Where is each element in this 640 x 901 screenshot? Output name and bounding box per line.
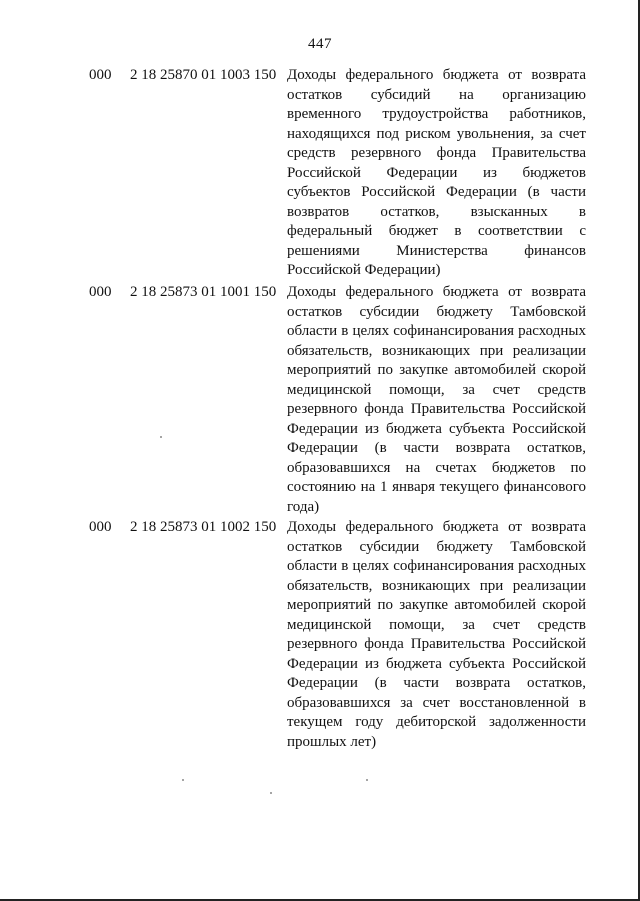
description-line: остатков субсидии бюджету Тамбовской xyxy=(287,303,586,320)
description-line: Федерации из бюджета субъекта Российской xyxy=(287,420,586,437)
budget-classification-code: 2 18 25873 01 1002 150 xyxy=(130,519,277,535)
budget-classification-code: 2 18 25873 01 1001 150 xyxy=(130,284,277,300)
description-line: Доходы федерального бюджета от возврата xyxy=(287,284,586,300)
description-line: федеральный бюджет в соответствии с xyxy=(287,223,586,239)
description-line: Федерации (в части возврата остатков, xyxy=(287,440,586,456)
description-line: обязательств, возникающих при реализации xyxy=(287,577,586,594)
description-line: Доходы федерального бюджета от возврата xyxy=(287,519,586,535)
description-line: обязательств, возникающих при реализации xyxy=(287,342,586,359)
admin-code: 000 xyxy=(89,519,112,535)
description-line: образовавшихся за счет восстановленной в xyxy=(287,694,586,711)
description-line: возвратов остатков, взысканных в xyxy=(287,203,586,220)
description-line: состоянию на 1 января текущего финансового xyxy=(287,479,586,495)
description-line: медицинской помощи, за счет средств xyxy=(287,616,586,633)
scan-speck xyxy=(182,779,184,781)
description-line: остатков субсидии бюджету Тамбовской xyxy=(287,538,586,555)
description-line: находящихся под риском увольнения, за счет xyxy=(287,125,586,142)
description-line: Федерации из бюджета субъекта Российской xyxy=(287,655,586,672)
description-line: года) xyxy=(287,498,320,515)
description-line: Доходы федерального бюджета от возврата xyxy=(287,67,586,83)
budget-classification-code: 2 18 25870 01 1003 150 xyxy=(130,67,277,83)
entry-description xyxy=(287,66,586,281)
description-line: текущем году дебиторской задолженности xyxy=(287,714,586,730)
scan-speck xyxy=(270,792,272,794)
description-line: области в целях софинансирования расходных xyxy=(287,558,586,574)
entry-description xyxy=(287,518,586,752)
description-line: временного трудоустройства работников, xyxy=(287,106,586,122)
description-line: решениями Министерства финансов xyxy=(287,242,586,259)
scan-speck xyxy=(366,779,368,781)
description-line: субъектов Российской Федерации (в части xyxy=(287,184,586,200)
description-line: Федерации (в части возврата остатков, xyxy=(287,675,586,691)
description-line: Российской Федерации из бюджетов xyxy=(287,164,586,181)
description-line: мероприятий по закупке автомобилей скорой xyxy=(287,597,586,613)
description-line: области в целях софинансирования расходных xyxy=(287,323,586,339)
description-line: образовавшихся на счетах бюджетов по xyxy=(287,459,586,476)
description-line: Российской Федерации) xyxy=(287,262,441,278)
description-line: резервного фонда Правительства Российской xyxy=(287,401,586,417)
scan-speck xyxy=(160,436,162,438)
admin-code: 000 xyxy=(89,67,112,83)
page-number: 447 xyxy=(308,36,332,52)
description-line: прошлых лет) xyxy=(287,733,377,750)
description-line: мероприятий по закупке автомобилей скорой xyxy=(287,362,586,378)
description-line: средств резервного фонда Правительства xyxy=(287,145,586,161)
entry-description xyxy=(287,283,586,517)
description-line: остатков субсидий на организацию xyxy=(287,86,586,103)
description-line: медицинской помощи, за счет средств xyxy=(287,381,586,398)
description-line: резервного фонда Правительства Российской xyxy=(287,636,586,652)
admin-code: 000 xyxy=(89,284,112,300)
